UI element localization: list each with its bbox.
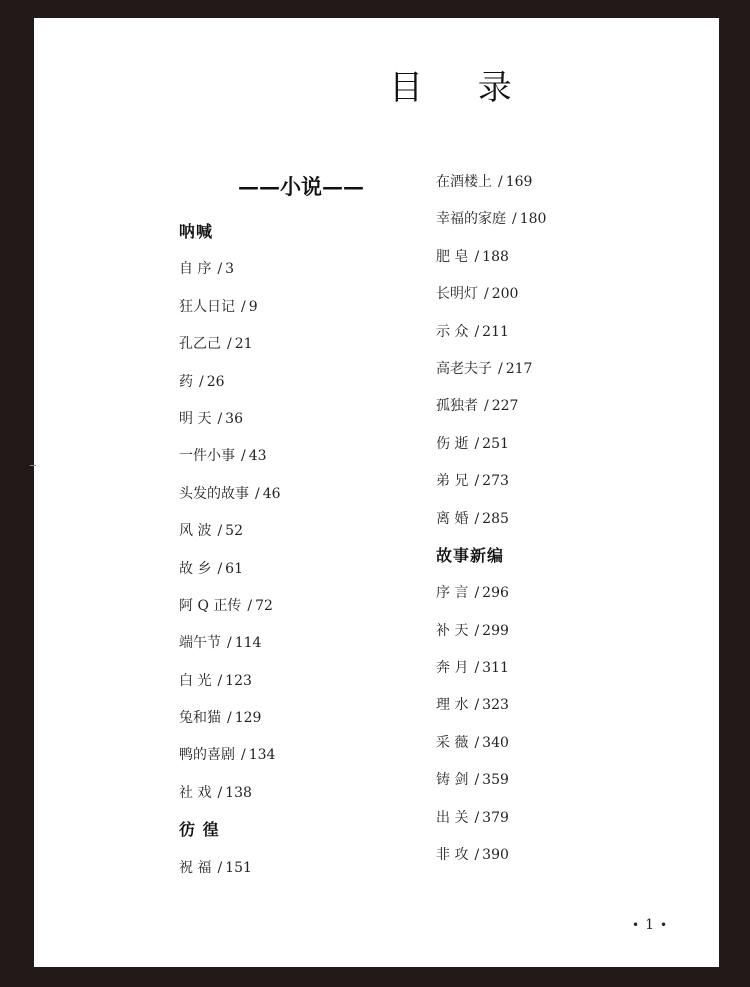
toc-entry-title: 理 水 xyxy=(436,697,469,714)
toc-entry-page: 180 xyxy=(519,211,547,228)
toc-entry xyxy=(179,782,281,819)
toc-entry-title: 铸 剑 xyxy=(436,772,469,789)
dot-icon: • xyxy=(660,918,668,932)
page-title: 目 录 xyxy=(389,68,534,108)
toc-entry xyxy=(179,371,281,408)
slash-separator: / xyxy=(217,784,223,801)
toc-entry-page: 46 xyxy=(262,485,281,502)
toc-entry xyxy=(436,657,546,694)
slash-separator: / xyxy=(217,859,223,876)
toc-entry xyxy=(179,445,281,482)
slash-separator: / xyxy=(217,672,223,689)
slash-separator: / xyxy=(474,622,480,639)
page-number-value: 1 xyxy=(645,917,654,933)
toc-entry-page: 211 xyxy=(482,323,509,340)
slash-separator: / xyxy=(474,585,480,602)
toc-entry xyxy=(436,470,546,507)
toc-entry xyxy=(179,558,281,595)
slash-separator: / xyxy=(474,847,480,864)
toc-entry xyxy=(436,358,546,395)
slash-separator: / xyxy=(474,510,480,527)
toc-entry xyxy=(179,520,281,557)
toc-entry-title: 白 光 xyxy=(179,672,212,689)
toc-group-heading: 故事新编 xyxy=(436,545,505,565)
toc-entry-page: 123 xyxy=(225,672,252,689)
toc-entry-page: 43 xyxy=(248,448,267,465)
toc-entry-title: 自 序 xyxy=(179,261,212,278)
toc-entry xyxy=(436,171,546,208)
slash-separator: / xyxy=(474,809,480,826)
toc-entry-title: 狂人日记 xyxy=(179,298,235,315)
toc-entry-title: 风 波 xyxy=(179,523,212,540)
toc-entry-title: 采 薇 xyxy=(436,734,469,751)
toc-column-left xyxy=(179,221,281,894)
toc-entry xyxy=(436,208,546,245)
slash-separator: / xyxy=(474,697,480,714)
section-title-fiction: ——小说—— xyxy=(238,174,364,199)
document-page xyxy=(34,18,719,967)
slash-separator: / xyxy=(217,261,223,278)
toc-entry-title: 药 xyxy=(179,373,193,390)
toc-entry-title: 端午节 xyxy=(179,635,221,652)
toc-entry-title: 孔乙己 xyxy=(179,336,221,353)
toc-entry-title: 阿 Q 正传 xyxy=(179,597,242,614)
slash-separator: / xyxy=(474,734,480,751)
page-number xyxy=(626,917,673,933)
toc-entry xyxy=(436,246,546,283)
toc-entry-title: 在酒楼上 xyxy=(436,174,492,190)
toc-entry xyxy=(436,769,546,806)
slash-separator: / xyxy=(227,635,232,652)
slash-separator: / xyxy=(474,772,480,789)
toc-entry-page: 21 xyxy=(234,336,253,353)
toc-entry xyxy=(179,744,281,781)
slash-separator: / xyxy=(512,211,517,228)
toc-entry-title: 社 戏 xyxy=(179,784,212,801)
toc-entry-title: 鸭的喜剧 xyxy=(179,747,235,764)
toc-entry-title: 奔 月 xyxy=(436,660,469,677)
toc-entry-title: 离 婚 xyxy=(436,510,469,527)
toc-column-right xyxy=(436,171,546,881)
toc-entry-page: 390 xyxy=(482,847,509,864)
toc-entry xyxy=(179,258,281,295)
toc-entry xyxy=(436,807,546,844)
toc-entry-page: 296 xyxy=(482,585,509,602)
toc-entry-page: 379 xyxy=(482,809,509,826)
toc-entry-page: 134 xyxy=(248,747,276,764)
toc-entry xyxy=(179,483,281,520)
toc-entry-title: 补 天 xyxy=(436,622,469,639)
toc-entry-title: 一件小事 xyxy=(179,448,235,465)
toc-entry xyxy=(179,595,281,632)
slash-separator: / xyxy=(241,298,246,315)
toc-entry xyxy=(179,857,281,894)
slash-separator: / xyxy=(241,448,246,465)
toc-entry-page: 323 xyxy=(482,697,509,714)
toc-entry-page: 3 xyxy=(225,261,235,278)
slash-separator: / xyxy=(484,286,489,303)
toc-entry-title: 祝 福 xyxy=(179,859,212,876)
toc-entry-page: 273 xyxy=(482,473,509,490)
toc-entry-page: 72 xyxy=(255,597,273,614)
slash-separator: / xyxy=(247,597,253,614)
toc-entry xyxy=(436,433,546,470)
slash-separator: / xyxy=(484,398,489,415)
toc-group-heading: 呐喊 xyxy=(179,222,214,241)
toc-entry-title: 孤独者 xyxy=(436,398,478,415)
toc-entry-title: 兔和猫 xyxy=(179,710,221,727)
slash-separator: / xyxy=(474,435,480,452)
toc-entry xyxy=(179,333,281,370)
slash-separator: / xyxy=(474,323,480,340)
toc-entry-title: 出 关 xyxy=(436,809,469,826)
toc-entry-page: 285 xyxy=(482,510,509,527)
toc-entry-title: 高老夫子 xyxy=(436,360,492,377)
toc-entry-page: 200 xyxy=(491,286,519,303)
toc-entry xyxy=(179,408,281,445)
toc-entry-title: 伤 逝 xyxy=(436,435,469,452)
toc-entry xyxy=(436,283,546,320)
toc-entry-title: 非 攻 xyxy=(436,847,469,864)
toc-entry xyxy=(436,694,546,731)
toc-entry-page: 52 xyxy=(225,523,243,540)
toc-entry xyxy=(179,632,281,669)
slash-separator: / xyxy=(217,560,223,577)
toc-entry-title: 示 众 xyxy=(436,323,469,340)
slash-separator: / xyxy=(498,360,503,377)
toc-entry-title: 明 天 xyxy=(179,410,212,427)
toc-entry xyxy=(436,321,546,358)
slash-separator: / xyxy=(227,710,232,727)
toc-entry-title: 弟 兄 xyxy=(436,473,469,490)
dot-icon: • xyxy=(632,918,640,932)
toc-entry-page: 26 xyxy=(206,373,225,390)
binding-mark xyxy=(30,465,36,466)
slash-separator: / xyxy=(227,336,232,353)
toc-entry-title: 长明灯 xyxy=(436,286,478,303)
toc-entry-page: 359 xyxy=(482,772,509,789)
toc-entry-page: 114 xyxy=(234,635,262,652)
slash-separator: / xyxy=(474,660,480,677)
slash-separator: / xyxy=(199,373,204,390)
toc-entry-page: 61 xyxy=(225,560,243,577)
toc-entry-title: 幸福的家庭 xyxy=(436,211,506,228)
slash-separator: / xyxy=(217,410,223,427)
toc-entry-page: 9 xyxy=(248,298,258,315)
toc-entry-title: 故 乡 xyxy=(179,560,212,577)
toc-entry-page: 129 xyxy=(234,710,262,727)
toc-entry xyxy=(436,844,546,881)
toc-entry-title: 序 言 xyxy=(436,585,469,602)
toc-entry-title: 肥 皂 xyxy=(436,248,469,265)
slash-separator: / xyxy=(241,747,246,764)
toc-entry xyxy=(179,670,281,707)
toc-entry xyxy=(436,732,546,769)
toc-entry-page: 138 xyxy=(225,784,252,801)
toc-entry-page: 299 xyxy=(482,622,509,639)
toc-entry xyxy=(436,395,546,432)
toc-entry xyxy=(436,508,546,545)
toc-entry xyxy=(436,620,546,657)
slash-separator: / xyxy=(255,485,260,502)
slash-separator: / xyxy=(217,523,223,540)
toc-entry-page: 251 xyxy=(482,435,509,452)
slash-separator: / xyxy=(474,248,480,265)
toc-entry-page: 188 xyxy=(482,248,509,265)
toc-entry-page: 36 xyxy=(225,410,243,427)
toc-entry-page: 227 xyxy=(491,398,519,415)
toc-entry-title: 头发的故事 xyxy=(179,485,249,502)
toc-entry-page: 169 xyxy=(505,174,533,190)
toc-entry xyxy=(436,582,546,619)
slash-separator: / xyxy=(498,174,503,190)
toc-group-heading: 彷 徨 xyxy=(179,820,220,840)
toc-entry xyxy=(179,296,281,333)
toc-entry-page: 151 xyxy=(225,859,252,876)
slash-separator: / xyxy=(474,473,480,490)
toc-entry-page: 311 xyxy=(482,660,509,677)
toc-entry-page: 217 xyxy=(505,360,533,377)
toc-entry-page: 340 xyxy=(482,734,509,751)
toc-entry xyxy=(179,707,281,744)
